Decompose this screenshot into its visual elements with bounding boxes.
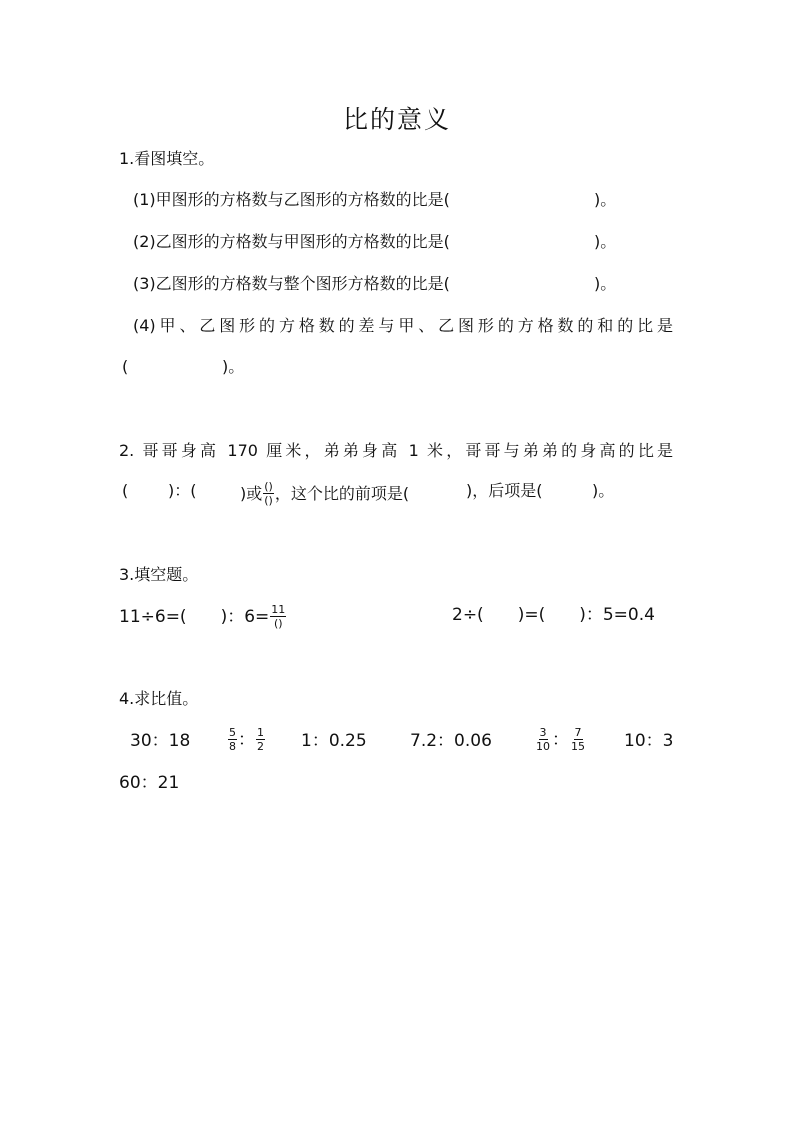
q2-back-term: )，后项是(: [466, 481, 543, 500]
q2-line1: 2. 哥哥身高 170 厘米，弟弟身高 1 米，哥哥与弟弟的身高的比是: [119, 441, 673, 460]
q3-right-expr: [452, 604, 655, 626]
q2-ratio-sep: )：(: [168, 481, 197, 500]
q4-expr-6: 10：3: [624, 731, 674, 751]
q4-expr-2: [227, 727, 266, 752]
q4-expr-5-sep: ：: [552, 729, 569, 750]
q1-heading: 1.看图填空。: [119, 149, 215, 168]
q1-item-1: (1)甲图形的方格数与乙图形的方格数的比是(: [133, 190, 450, 209]
q3-left-fraction: [270, 604, 286, 629]
q4-expr-2-frac-b-num: 1: [257, 726, 264, 739]
q4-expr-2-sep: ：: [238, 729, 255, 750]
q4-expr-2-frac-b-den: 2: [257, 740, 264, 753]
page-title: 比的意义: [342, 105, 451, 134]
q3-left-b: )：6=: [220, 606, 270, 627]
q3-heading: 3.填空题。: [119, 565, 199, 584]
q2-fraction-num: (): [264, 480, 273, 493]
q4-expr-5-frac-a-num: 3: [539, 726, 547, 739]
q4-expr-7: 60：21: [119, 773, 180, 793]
q2-fraction-den: (): [264, 494, 273, 507]
q2-paren-open: (: [122, 481, 129, 500]
q4-expr-2-frac-a: [228, 727, 237, 752]
q4-heading: 4.求比值。: [119, 689, 199, 708]
q1-item-2-close: )。: [594, 232, 617, 251]
q4-expr-3: 1：0.25: [301, 731, 367, 751]
q4-expr-5-frac-b: [570, 727, 586, 752]
q1-item-3: (3)乙图形的方格数与整个图形方格数的比是(: [133, 274, 450, 293]
q1-item-3-close: )。: [594, 274, 617, 293]
q4-expr-2-frac-a-den: 8: [229, 740, 236, 753]
q4-expr-2-frac-a-num: 5: [229, 726, 236, 739]
q3-left-fraction-num: 11: [271, 603, 286, 616]
q4-expr-5-frac-a: [535, 727, 551, 752]
q3-right-a: 2÷(: [452, 605, 484, 625]
q3-right-c: )：5=0.4: [579, 605, 655, 625]
q3-right-b: )=(: [517, 605, 546, 625]
q4-expr-5-frac-b-den: 15: [571, 740, 585, 753]
q2-front-term: ，这个比的前项是(: [274, 483, 410, 503]
q1-item-4-close: )。: [222, 357, 245, 376]
q4-expr-1: 30：18: [130, 731, 191, 751]
q3-left-fraction-den: (): [273, 617, 283, 630]
q1-item-1-close: )。: [594, 190, 617, 209]
q4-expr-5: [534, 727, 587, 752]
q2-fraction-part: [240, 481, 409, 506]
q1-item-4-open: (: [122, 357, 129, 376]
q4-expr-5-frac-b-num: 7: [574, 726, 582, 739]
q4-expr-2-frac-b: [256, 727, 265, 752]
q2-close: )。: [592, 481, 615, 500]
q2-fraction: [263, 481, 274, 506]
q4-expr-5-frac-a-den: 10: [536, 740, 550, 753]
q1-item-2: (2)乙图形的方格数与甲图形的方格数的比是(: [133, 232, 450, 251]
q3-left-a: 11÷6=(: [119, 606, 187, 627]
q1-item-4: (4)甲、乙图形的方格数的差与甲、乙图形的方格数的和的比是: [133, 316, 673, 335]
q4-expr-4: 7.2：0.06: [410, 731, 492, 751]
q2-or-text: )或: [240, 483, 263, 503]
q3-left-expr: [119, 604, 287, 629]
